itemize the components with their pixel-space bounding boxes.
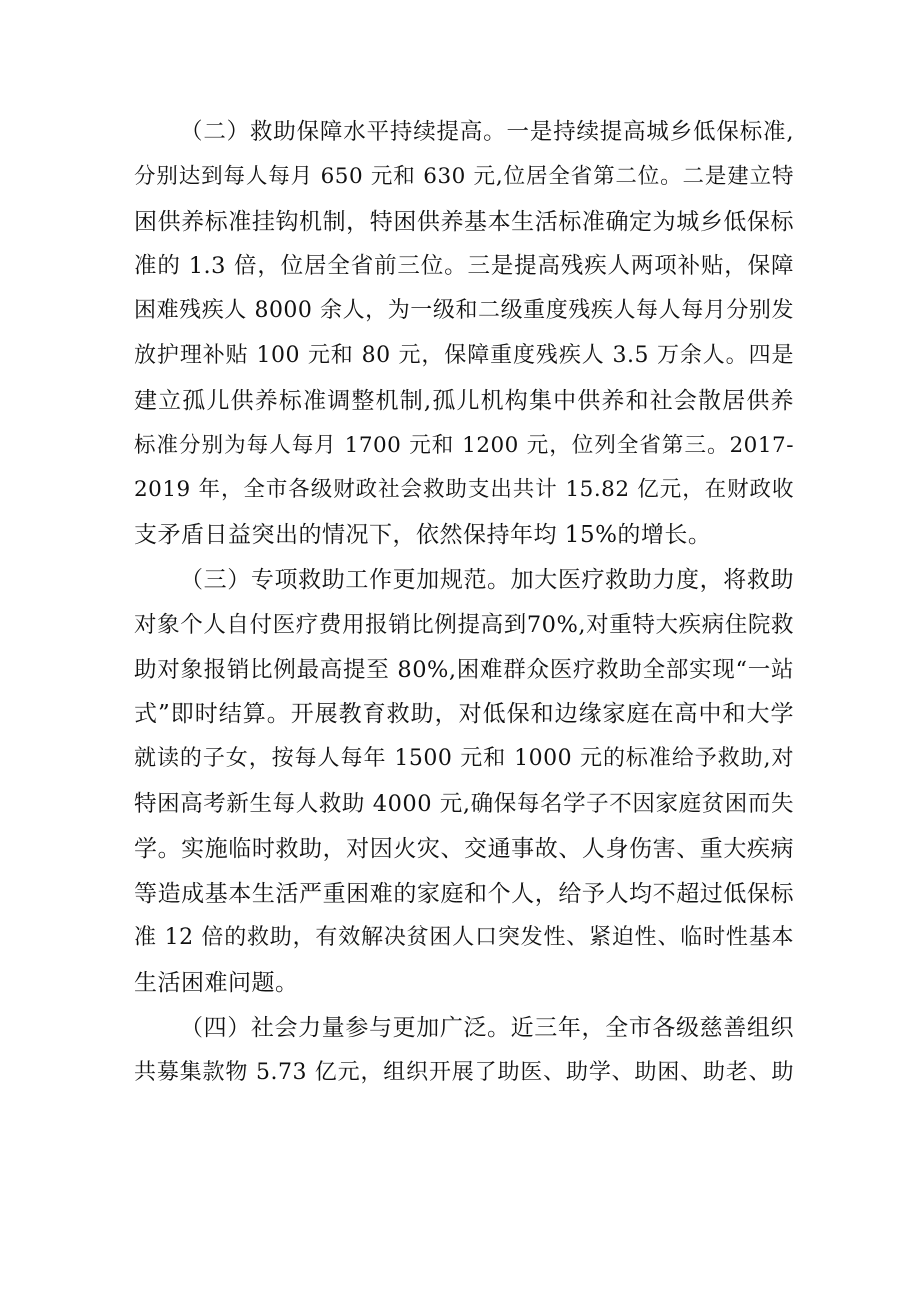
paragraph-3-line-7: 学。实施临时救助，对因火灾、交通事故、人身伤害、重大疾病 <box>134 835 794 862</box>
paragraph-2-line-1: （二）救助保障水平持续提高。一是持续提高城乡低保标准, <box>180 119 794 145</box>
paragraph-2-line-6: 放护理补贴 100 元和 80 元，保障重度残疾人 3.5 万余人。四是 <box>134 342 794 368</box>
paragraph-2-line-3: 困供养标准挂钩机制，特困供养基本生活标准确定为城乡低保标 <box>134 208 794 235</box>
paragraph-3-line-8: 等造成基本生活严重困难的家庭和个人，给予人均不超过低保标 <box>134 880 794 907</box>
paragraph-3-line-1: （三）专项救助工作更加规范。加大医疗救助力度，将救助 <box>180 566 794 593</box>
document-body <box>134 110 794 1096</box>
paragraph-2-line-7: 建立孤儿供养标准调整机制,孤儿机构集中供养和社会散居供养 <box>134 387 794 414</box>
paragraph-3-line-2: 对象个人自付医疗费用报销比例提高到70%,对重特大疾病住院救 <box>134 611 794 638</box>
paragraph-3-line-6: 特困高考新生每人救助 4000 元,确保每名学子不因家庭贫困而失 <box>134 790 794 817</box>
paragraph-3-line-3: 助对象报销比例最高提至 80%,困难群众医疗救助全部实现“一站 <box>134 656 794 683</box>
paragraph-4-line-1: （四）社会力量参与更加广泛。近三年，全市各级慈善组织 <box>180 1014 794 1041</box>
paragraph-3-line-5: 就读的子女，按每人每年 1500 元和 1000 元的标准给予救助,对 <box>134 746 794 772</box>
paragraph-3-line-4: 式”即时结算。开展教育救助，对低保和边缘家庭在高中和大学 <box>134 701 794 728</box>
paragraph-2-line-10: 支矛盾日益突出的情况下，依然保持年均 15%的增长。 <box>134 522 712 549</box>
paragraph-3-line-10: 生活困难问题。 <box>134 970 299 997</box>
paragraph-3-line-9: 准 12 倍的救助，有效解决贫困人口突发性、紧迫性、临时性基本 <box>134 925 794 951</box>
paragraph-2-line-9: 2019 年，全市各级财政社会救助支出共计 15.82 亿元，在财政收 <box>134 477 794 503</box>
paragraph-2-line-8: 标准分别为每人每月 1700 元和 1200 元，位列全省第三。2017- <box>134 432 794 458</box>
paragraph-2-line-4: 准的 1.3 倍，位居全省前三位。三是提高残疾人两项补贴，保障 <box>134 253 794 280</box>
paragraph-2-line-5: 困难残疾人 8000 余人，为一级和二级重度残疾人每人每月分别发 <box>134 298 794 324</box>
paragraph-2-line-2: 分别达到每人每月 650 元和 630 元,位居全省第二位。二是建立特 <box>134 163 794 189</box>
paragraph-4-line-2: 共募集款物 5.73 亿元，组织开展了助医、助学、助困、助老、助 <box>134 1059 794 1085</box>
